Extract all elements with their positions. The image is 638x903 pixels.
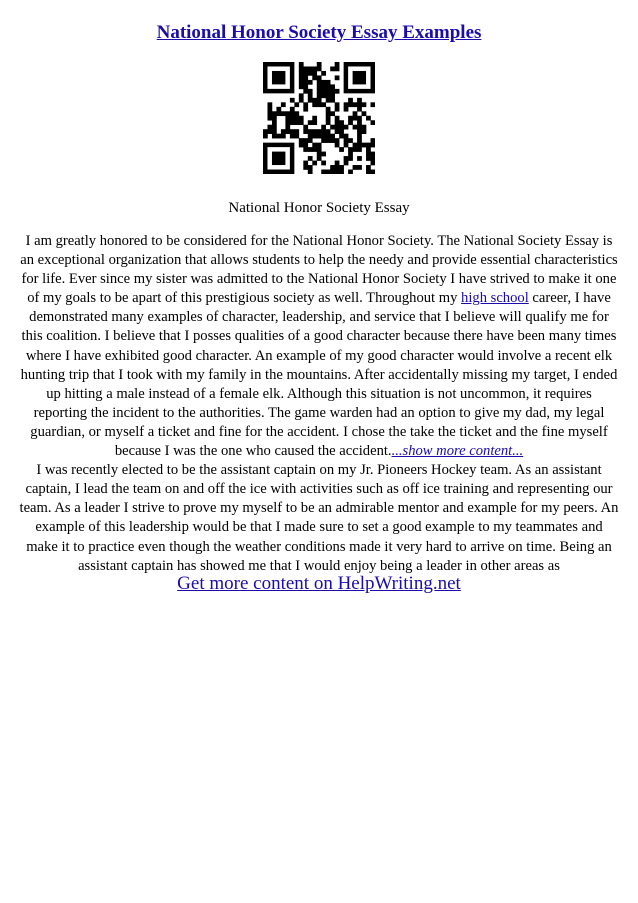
qr-module bbox=[317, 143, 322, 148]
qr-module bbox=[348, 170, 353, 174]
qr-module bbox=[326, 120, 331, 125]
qr-module bbox=[366, 170, 371, 174]
qr-module bbox=[303, 107, 308, 112]
qr-module bbox=[267, 107, 272, 112]
qr-module bbox=[317, 75, 322, 80]
qr-module bbox=[317, 93, 322, 98]
qr-module bbox=[335, 62, 340, 67]
qr-module bbox=[285, 111, 290, 116]
qr-module bbox=[335, 102, 340, 107]
qr-module bbox=[294, 134, 299, 139]
qr-module bbox=[326, 80, 331, 85]
qr-module bbox=[362, 129, 367, 134]
qr-module bbox=[290, 116, 295, 121]
qr-module bbox=[285, 116, 290, 121]
qr-module bbox=[335, 143, 340, 148]
qr-module bbox=[321, 102, 326, 107]
qr-module bbox=[272, 111, 277, 116]
qr-module bbox=[308, 120, 313, 125]
qr-module bbox=[335, 89, 340, 94]
qr-module bbox=[312, 143, 317, 148]
show-more-link[interactable]: ...show more content... bbox=[391, 443, 524, 460]
qr-module bbox=[299, 80, 304, 85]
qr-module bbox=[339, 120, 344, 125]
qr-module bbox=[357, 165, 362, 170]
qr-module bbox=[312, 161, 317, 166]
qr-module bbox=[294, 102, 299, 107]
qr-module bbox=[263, 129, 268, 134]
qr-module bbox=[308, 156, 313, 161]
qr-module bbox=[321, 129, 326, 134]
qr-module bbox=[267, 129, 272, 134]
qr-module bbox=[312, 116, 317, 121]
qr-module bbox=[299, 62, 304, 67]
qr-module bbox=[272, 116, 277, 121]
qr-module bbox=[317, 147, 322, 152]
qr-module bbox=[308, 147, 313, 152]
qr-module bbox=[353, 125, 358, 130]
qr-module bbox=[330, 134, 335, 139]
qr-module bbox=[366, 156, 371, 161]
qr-module bbox=[335, 170, 340, 174]
qr-module bbox=[312, 75, 317, 80]
qr-module bbox=[326, 116, 331, 121]
qr-module bbox=[267, 125, 272, 130]
qr-module bbox=[326, 84, 331, 89]
qr-module bbox=[353, 102, 358, 107]
qr-module bbox=[267, 116, 272, 121]
qr-module bbox=[312, 129, 317, 134]
qr-module bbox=[303, 129, 308, 134]
qr-module bbox=[344, 161, 349, 166]
qr-module bbox=[299, 71, 304, 76]
qr-module bbox=[285, 129, 290, 134]
qr-module bbox=[357, 98, 362, 103]
qr-module bbox=[366, 143, 371, 148]
qr-module bbox=[335, 120, 340, 125]
qr-module bbox=[303, 66, 308, 71]
qr-module bbox=[308, 129, 313, 134]
qr-module bbox=[317, 129, 322, 134]
qr-module bbox=[330, 84, 335, 89]
qr-module bbox=[294, 111, 299, 116]
essay-paragraph-1 bbox=[18, 232, 620, 461]
qr-module bbox=[321, 71, 326, 76]
qr-module bbox=[326, 170, 331, 174]
qr-module bbox=[308, 138, 313, 143]
qr-module bbox=[299, 75, 304, 80]
qr-module bbox=[303, 84, 308, 89]
paragraph-1-rest: career, I have demonstrated many examples of character, leadership, and service that I believe will qualify me for this coalition. I believe that I posses qualities of a good character because there have been many times where I have exhibited good character. An example of my good character would involve a recent elk hunting trip that I took with my family in the mountains. After accidentally missing my target, I ended up hitting a male instead of a female elk. Although this situation is not uncommon, it requires reporting the incident to the authorities. The game warden had an option to give my dad, my legal guardian, or myself a ticket and fine for the accident. I chose the take the ticket and the fine myself because I was the one who caused the accident. bbox=[20, 290, 618, 460]
qr-module bbox=[335, 129, 340, 134]
qr-module bbox=[308, 93, 313, 98]
qr-module bbox=[290, 129, 295, 134]
qr-module bbox=[330, 66, 335, 71]
qr-module bbox=[303, 138, 308, 143]
qr-module bbox=[339, 134, 344, 139]
qr-module bbox=[321, 138, 326, 143]
qr-module bbox=[290, 107, 295, 112]
essay-paragraph-2: I was recently elected to be the assistant captain on my Jr. Pioneers Hockey team. As an assistant captain, I lead the team on and off the ice with activities such as off ice training and representing our team. As a leader I strive to prove my myself to be an admirable mentor and example for my peers. An example of this leadership would be that I made sure to set a good example to my teammates and make it to practice even though the weather conditions made it very hard to arrive on time. Being an assistant captain has showed me that I would enjoy being a leader in other areas as bbox=[19, 462, 619, 574]
qr-module bbox=[267, 102, 272, 107]
qr-module bbox=[335, 66, 340, 71]
qr-module bbox=[326, 134, 331, 139]
qr-module bbox=[371, 120, 375, 125]
qr-module bbox=[366, 152, 371, 157]
qr-module bbox=[326, 98, 331, 103]
qr-module bbox=[281, 129, 286, 134]
qr-module bbox=[335, 107, 340, 112]
qr-module bbox=[317, 156, 322, 161]
qr-module bbox=[272, 134, 277, 139]
qr-module bbox=[303, 89, 308, 94]
qr-module bbox=[308, 170, 313, 174]
qr-module bbox=[317, 102, 322, 107]
qr-module bbox=[317, 80, 322, 85]
qr-module bbox=[303, 102, 308, 107]
qr-module bbox=[312, 147, 317, 152]
qr-module bbox=[281, 102, 286, 107]
qr-module bbox=[371, 143, 375, 148]
qr-module bbox=[303, 125, 308, 130]
cta-label[interactable]: Get more content on HelpWriting.net bbox=[177, 573, 461, 594]
qr-module bbox=[326, 138, 331, 143]
qr-module bbox=[348, 116, 353, 121]
qr-module bbox=[303, 161, 308, 166]
qr-module bbox=[272, 129, 277, 134]
qr-module bbox=[348, 102, 353, 107]
qr-finder-inner bbox=[272, 71, 285, 84]
essay-subtitle: National Honor Society Essay bbox=[228, 200, 410, 216]
qr-module bbox=[308, 98, 313, 103]
qr-module bbox=[308, 165, 313, 170]
qr-module bbox=[326, 129, 331, 134]
qr-module bbox=[335, 165, 340, 170]
qr-module bbox=[330, 138, 335, 143]
get-more-content-link[interactable] bbox=[0, 573, 638, 595]
qr-module bbox=[335, 161, 340, 166]
qr-module bbox=[326, 107, 331, 112]
qr-module bbox=[317, 89, 322, 94]
qr-module bbox=[290, 120, 295, 125]
qr-module bbox=[348, 156, 353, 161]
qr-module bbox=[357, 129, 362, 134]
paragraph-1-lead: I am greatly honored to be considered for the National Honor Society. The National Society Essay is an exceptional organization that allows students to help the needy and provide essential characteristics for life. Ever since my sister was admitted to the National Honor Society I have strived to make it one of my goals to be apart of this prestigious society as well. Throughout my bbox=[20, 233, 618, 307]
qr-module bbox=[312, 71, 317, 76]
qr-module bbox=[285, 120, 290, 125]
qr-module bbox=[362, 125, 367, 130]
qr-module bbox=[303, 147, 308, 152]
qr-module bbox=[290, 111, 295, 116]
qr-module bbox=[299, 84, 304, 89]
qr-module bbox=[317, 98, 322, 103]
qr-module bbox=[321, 89, 326, 94]
qr-module bbox=[339, 125, 344, 130]
qr-module bbox=[348, 152, 353, 157]
qr-module bbox=[353, 111, 358, 116]
qr-module bbox=[308, 80, 313, 85]
qr-module bbox=[312, 134, 317, 139]
qr-module bbox=[326, 111, 331, 116]
qr-module bbox=[317, 84, 322, 89]
qr-module bbox=[285, 125, 290, 130]
qr-module bbox=[308, 71, 313, 76]
qr-module bbox=[326, 93, 331, 98]
qr-module bbox=[294, 120, 299, 125]
qr-module bbox=[308, 134, 313, 139]
qr-module bbox=[276, 107, 281, 112]
qr-module bbox=[330, 111, 335, 116]
qr-module bbox=[330, 98, 335, 103]
qr-module bbox=[344, 134, 349, 139]
qr-module bbox=[317, 66, 322, 71]
qr-module bbox=[272, 120, 277, 125]
qr-module bbox=[263, 134, 268, 139]
qr-module bbox=[335, 75, 340, 80]
qr-module bbox=[362, 102, 367, 107]
qr-module bbox=[299, 66, 304, 71]
qr-module bbox=[371, 152, 375, 157]
qr-module bbox=[321, 93, 326, 98]
qr-module bbox=[321, 80, 326, 85]
qr-module bbox=[366, 165, 371, 170]
qr-module bbox=[339, 129, 344, 134]
qr-module bbox=[339, 147, 344, 152]
qr-module bbox=[348, 98, 353, 103]
qr-module bbox=[321, 125, 326, 130]
document-title[interactable]: National Honor Society Essay Examples bbox=[156, 22, 482, 43]
qr-module bbox=[321, 161, 326, 166]
qr-module bbox=[366, 116, 371, 121]
qr-module bbox=[357, 120, 362, 125]
qr-module bbox=[299, 116, 304, 121]
qr-module bbox=[299, 93, 304, 98]
qr-module bbox=[276, 134, 281, 139]
qr-module bbox=[290, 98, 295, 103]
qr-module bbox=[362, 111, 367, 116]
qr-module bbox=[348, 138, 353, 143]
qr-module bbox=[357, 143, 362, 148]
qr-module bbox=[371, 102, 375, 107]
qr-module bbox=[357, 116, 362, 121]
qr-module bbox=[335, 138, 340, 143]
qr-module bbox=[344, 107, 349, 112]
qr-module bbox=[335, 125, 340, 130]
qr-module bbox=[344, 156, 349, 161]
qr-module bbox=[344, 143, 349, 148]
qr-module bbox=[357, 102, 362, 107]
qr-code-graphic bbox=[263, 62, 375, 174]
qr-module bbox=[303, 75, 308, 80]
qr-module bbox=[353, 165, 358, 170]
qr-module bbox=[339, 170, 344, 174]
qr-module bbox=[303, 165, 308, 170]
qr-code-image bbox=[263, 62, 375, 174]
qr-module bbox=[299, 120, 304, 125]
qr-module bbox=[281, 111, 286, 116]
qr-module bbox=[371, 170, 375, 174]
qr-module bbox=[272, 125, 277, 130]
qr-module bbox=[353, 116, 358, 121]
qr-module bbox=[344, 125, 349, 130]
qr-module bbox=[357, 107, 362, 112]
qr-module bbox=[312, 66, 317, 71]
qr-module bbox=[357, 125, 362, 130]
qr-module bbox=[267, 111, 272, 116]
qr-module bbox=[299, 143, 304, 148]
qr-module bbox=[353, 143, 358, 148]
qr-module bbox=[308, 66, 313, 71]
qr-module bbox=[321, 134, 326, 139]
qr-module bbox=[299, 98, 304, 103]
qr-module bbox=[357, 134, 362, 139]
essay-body bbox=[18, 232, 620, 576]
qr-module bbox=[330, 89, 335, 94]
qr-module bbox=[317, 62, 322, 67]
qr-module bbox=[312, 98, 317, 103]
high-school-link[interactable]: high school bbox=[461, 290, 529, 307]
qr-module bbox=[294, 116, 299, 121]
qr-module bbox=[348, 120, 353, 125]
qr-module bbox=[348, 147, 353, 152]
qr-module bbox=[371, 161, 375, 166]
qr-finder-inner bbox=[353, 71, 366, 84]
qr-module bbox=[321, 152, 326, 157]
qr-module bbox=[299, 138, 304, 143]
qr-module bbox=[330, 165, 335, 170]
qr-module bbox=[371, 138, 375, 143]
qr-module bbox=[312, 120, 317, 125]
qr-module bbox=[357, 156, 362, 161]
qr-module bbox=[303, 71, 308, 76]
qr-module bbox=[353, 147, 358, 152]
qr-module bbox=[335, 116, 340, 121]
qr-module bbox=[294, 129, 299, 134]
qr-module bbox=[276, 111, 281, 116]
qr-module bbox=[344, 138, 349, 143]
qr-module bbox=[303, 143, 308, 148]
qr-module bbox=[290, 134, 295, 139]
qr-module bbox=[317, 134, 322, 139]
qr-module bbox=[330, 170, 335, 174]
qr-module bbox=[303, 80, 308, 85]
qr-module bbox=[317, 152, 322, 157]
qr-finder-inner bbox=[272, 152, 285, 165]
qr-module bbox=[308, 89, 313, 94]
qr-module bbox=[321, 170, 326, 174]
qr-module bbox=[281, 134, 286, 139]
qr-module bbox=[339, 165, 344, 170]
qr-module bbox=[371, 156, 375, 161]
qr-module bbox=[357, 138, 362, 143]
qr-module bbox=[321, 84, 326, 89]
qr-module bbox=[357, 147, 362, 152]
qr-module bbox=[330, 125, 335, 130]
qr-module bbox=[312, 102, 317, 107]
qr-module bbox=[362, 143, 367, 148]
qr-module bbox=[326, 89, 331, 94]
qr-module bbox=[366, 147, 371, 152]
qr-module bbox=[344, 102, 349, 107]
qr-module bbox=[330, 93, 335, 98]
